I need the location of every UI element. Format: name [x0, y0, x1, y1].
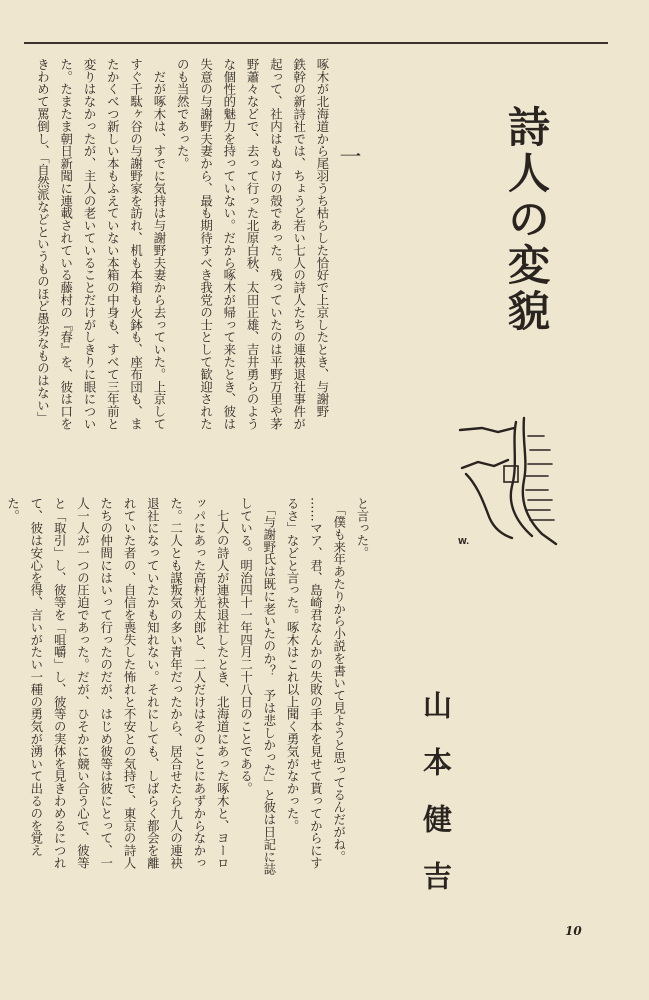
page-number: 10: [565, 924, 582, 938]
author-name: 山本健吉: [419, 690, 453, 918]
body-text-lower: と言った。 「僕も来年あたりから小説を書いて見ようと思ってるんだがね。 ……マア、君、島崎君なんかの失敗の手本を見せて貰ってからにす るさ」などと言った。啄木はこれ以上聞く勇気がなかった。 「与謝野氏は既に老いたのか？ 予は悲しかった」と彼は日記に誌 している。明治四十一年四月二十八日のことである。 七人の詩人が連袂退社したとき、北海道にあった啄木と、ヨーロ ッパにあった高村光太郎と、二人だけはそのことにあずからなかっ た。二人とも謀叛気の多い青年だったから、居合せたら九人の連袂 退社になっていたかも知れない。それにしても、しばらく都会を離 れていた者の、自信を喪失した怖れと不安との気持で、東京の詩人 たちの仲間にはいって行ったのだが、はじめ彼等は彼にとって、一 人一人が一つの圧迫であった。だが、ひそかに競い合う心で、彼等 と「取引」し、彼等を「咀嚼」し、彼等の実体を見きわめるにつれ て、彼は安心を得、言いがたい一種の勇気が湧いて出るのを覚え た。: [5, 497, 370, 876]
body-text-upper: 啄木が北海道から尾羽うち枯らした恰好で上京したとき、与謝野 鉄幹の新詩社では、ちょうど若い七人の詩人たちの連袂退社事件が 起って、社内はもぬけの殻であった。残っていたのは平野万里や茅 野蕭々などで、去って行った北原白秋、太田正雄、吉井勇らのよう な個性的魅力を持っていない。だから啄木が帰って来たとき、彼は 失意の与謝野夫妻から、最も期待すべき我党の士として歓迎された のも当然であった。 だが啄木は、すでに気持は与謝野夫妻から去っていた。上京して すぐ千駄ヶ谷の与謝野家を訪れ、机も本箱も火鉢も、座布団も、ま たかくべつ新しい本もふえていない本箱の中身も、すべて三年前と 変りはなかったが、主人の老いていることだけがしきりに眼につい た。たまたま朝日新聞に連載されている藤村の『春』を、彼は口を きわめて罵倒し、「自然派などというものほど愚劣なものはない」: [35, 58, 330, 430]
section-number: 一: [336, 145, 361, 167]
illustrator-signature: W.: [458, 537, 470, 546]
coastline-sketch-illustration: [452, 410, 562, 550]
top-rule: [24, 42, 608, 44]
article-title: 詩人の変貌: [502, 105, 551, 335]
